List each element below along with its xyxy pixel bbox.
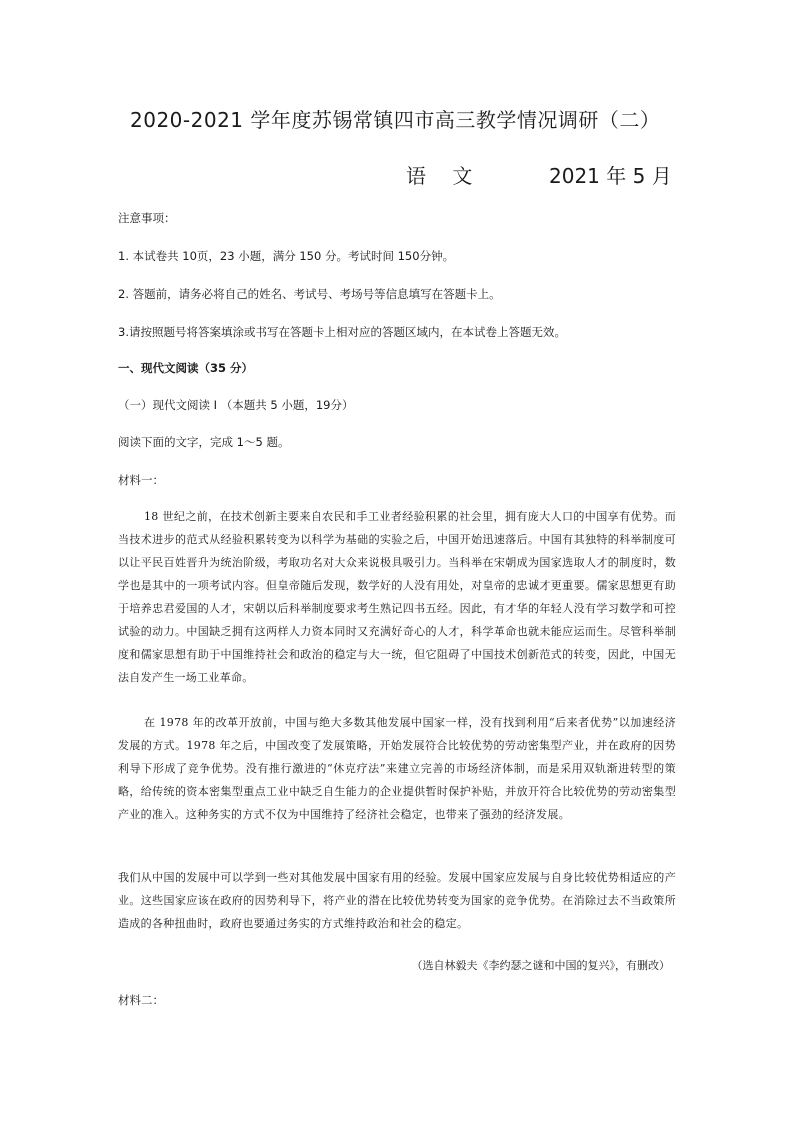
- subject-label: 语 文: [406, 164, 483, 188]
- notice-item-3: 3.请按照题号将答案填涂或书写在答题卡上相对应的答题区域内，在本试卷上答题无效。: [118, 325, 566, 339]
- section-heading: 一、现代文阅读（35 分）: [118, 361, 254, 375]
- material-1-paragraph-3: [118, 866, 676, 935]
- subject-date-line: [0, 160, 794, 188]
- reading-instruction: 阅读下面的文字，完成 1～5 题。: [118, 435, 290, 449]
- notice-heading: 注意事项：: [118, 211, 176, 225]
- exam-date: 2021 年 5 月: [549, 164, 672, 188]
- material-2-label: 材料二：: [118, 993, 164, 1007]
- notice-item-1: 1. 本试卷共 10页，23 小题，满分 150 分。考试时间 150分钟。: [118, 249, 455, 263]
- material-1-label: 材料一：: [118, 473, 164, 487]
- section-subheading: （一）现代文阅读 I （本题共 5 小题，19分）: [118, 398, 354, 412]
- paragraph-text: 我们从中国的发展中可以学到一些对其他发展中国家有用的经验。发展中国家应发展与自身比较优势相适应的产业。这些国家应该在政府的因势利导下，将产业的潜在比较优势转变为国家的竞争优势。在消除过去不当政策所造成的各种扭曲时，政府也要通过务实的方式维持政治和社会的稳定。: [118, 871, 676, 930]
- exam-title: 2020-2021 学年度苏锡常镇四市高三教学情况调研（二）: [130, 108, 661, 132]
- notice-item-2: 2. 答题前，请务必将自己的姓名、考试号、考场号等信息填写在答题卡上。: [118, 287, 501, 301]
- material-1-paragraph-2: [118, 711, 676, 826]
- paragraph-text: 在 1978 年的改革开放前，中国与绝大多数其他发展中国家一样，没有找到利用“后来者优势”以加速经济发展的方式。1978 年之后，中国改变了发展策略，开始发展符合比较优势的劳动密集型产业，并在政府的因势利导下形成了竞争优势。没有推行激进的“休克疗法”来建立完善的市场经济体制，而是采用双轨渐进转型的策略，给传统的资本密集型重点工业中缺乏自生能力的企业提供暂时保护补贴，并放开符合比较优势的劳动密集型产业的准入。这种务实的方式不仅为中国维持了经济社会稳定，也带来了强劲的经济发展。: [118, 716, 676, 821]
- paragraph-text: 18 世纪之前，在技术创新主要来自农民和手工业者经验积累的社会里，拥有庞大人口的中国享有优势。而当技术进步的范式从经验积累转变为以科学为基础的实验之后，中国开始迅速落后。中国有其独特的科举制度可以让平民百姓晋升为统治阶级，考取功名对大众来说极具吸引力。当科举在宋朝成为国家选取人才的制度时，数学也是其中的一项考试内容。但皇帝随后发现，数学好的人没有用处，对皇帝的忠诚才更重要。儒家思想更有助于培养忠君爱国的人才，宋朝以后科举制度要求考生熟记四书五经。因此，有才华的年轻人没有学习数学和可控试验的动力。中国缺乏拥有这两样人力资本同时又充满好奇心的人才，科学革命也就未能应运而生。尽管科举制度和儒家思想有助于中国维持社会和政治的稳定与大一统，但它阻碍了中国技术创新范式的转变，因此，中国无法自发产生一场工业革命。: [118, 510, 676, 684]
- material-1-source: （选自林毅夫《李约瑟之谜和中国的复兴》，有删改）: [411, 959, 670, 972]
- material-1-paragraph-1: [118, 505, 676, 689]
